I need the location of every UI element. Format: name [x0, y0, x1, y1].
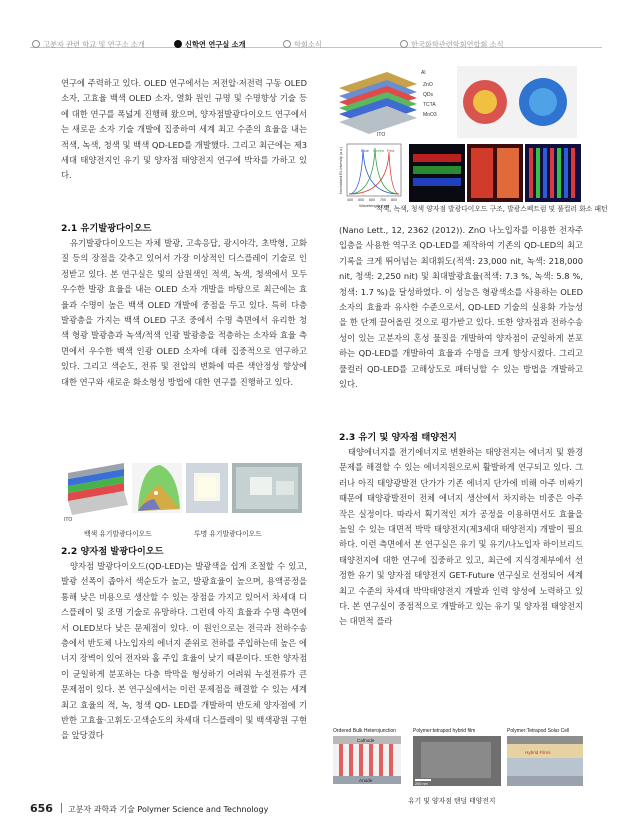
nav-label: 학회소식 — [294, 40, 322, 49]
qdled-results-paragraph: (Nano Lett., 12, 2362 (2012)). ZnO 나노입자를 이용한 전자주입층을 사용한 역구조 QD-LED를 제작하여 기존의 QD-LED의 최고 기록을 크게 뛰어넘는 최대휘도(적색: 23,000 nit, 녹색: 218,000 nit, 청색: 2,250 nit) 및 최대발광효율(적색: 7.3 %, 녹색: 5.8 %, 청색: 1.7 %)을 달성하였다. 이 성능은 형광색소를 사용하는 OLED 소자의 효율과 유사한 수준으로서, QD-LED 기술의 실용화 가능성을 한 단계 끌어올린 것으로 평가받고 있다. 또한 양자점과 전하수송성이 있는 고분자의 혼성 물질을 개발하여 양자점이 균일하게 분포하는 QD-LED를 개발하여 효율과 수명을 크게 향상시켰다. 그리고 풀컬러 QD-LED를 고해상도로 패터닝할 수 있는 방법을 개발하고 있다. — [339, 225, 583, 390]
section-2-3-title: 2.3 유기 및 양자점 태양전지 — [339, 432, 457, 443]
cie-diagram-image — [132, 463, 182, 513]
layer-label-zno: ZnO — [423, 82, 433, 88]
white-oled-stack-image — [64, 463, 128, 523]
fig3-title-solar-cell: Polymer:Tetrapod Solar Cell — [507, 728, 570, 734]
x-tick-400: 400 — [347, 198, 353, 202]
right-column-para1 — [339, 223, 583, 392]
nav-label: 신학연 연구실 소개 — [185, 40, 246, 49]
nav-dot-icon — [283, 40, 291, 48]
ordered-bhj-image — [333, 736, 401, 784]
oled-figure-caption-b: 투명 유기발광다이오드 — [194, 530, 262, 538]
page-number: 656 — [30, 802, 53, 815]
layer-label-moo3: MoO3 — [423, 112, 437, 118]
x-tick-500: 500 — [358, 198, 364, 202]
hybrid-film-image — [413, 736, 501, 786]
nav-item-school-institute[interactable] — [32, 40, 145, 50]
el-spectrum-plot — [339, 144, 401, 208]
intro-paragraph: 연구에 주력하고 있다. OLED 연구에서는 저전압·저전력 구동 OLED 소자, 고효율 백색 OLED 소자, 열화 원인 규명 및 수명향상 기술 등에 대한 연구를 폭넓게 진행해 왔으며, 양자점발광다이오드 연구에서는 새로운 소자 기술 개발에 집중하여 세계 최고 수준의 효율을 내는 적색, 녹색, 청색 및 백색 QD-LED를 개발했다. 그리고 최근에는 제3세대 태양전지인 유기 및 양자점 태양전지 연구에 박차를 가하고 있다. — [61, 78, 307, 181]
transparent-oled-image — [232, 463, 302, 513]
fig3-title-ordered-bhj: Ordered Bulk Heterojunction — [333, 728, 397, 734]
footer-divider — [61, 803, 62, 813]
legend-green: Green — [373, 148, 385, 153]
fig3-anode-label: Anode — [359, 778, 373, 783]
spectrum-y-label: Normalized EL Intensity (a.u.) — [339, 146, 343, 194]
tetrapod-solar-cell-image — [507, 736, 583, 786]
left-column-intro — [61, 76, 307, 184]
nav-dot-icon — [32, 40, 40, 48]
layer-label-tcta: TCTA — [423, 102, 436, 108]
oled-figure-caption-a: 백색 유기발광다이오드 — [84, 530, 152, 538]
pixel-pattern-images — [409, 144, 581, 202]
qdled-figure-caption: 적색, 녹색, 청색 양자점 발광다이오드 구조, 발광스펙트럼 및 풀컬러 화소 패턴 — [376, 205, 608, 213]
nav-item-federation-news[interactable] — [400, 40, 504, 50]
qdled-figure — [333, 62, 583, 210]
section-2-2-title: 2.2 양자점 발광다이오드 — [61, 546, 164, 557]
x-tick-700: 700 — [380, 198, 386, 202]
top-navigation — [0, 0, 622, 58]
fig3-title-hybrid-film: Polymer:tetrapod hybrid film — [413, 728, 476, 734]
qdled-stack-image — [339, 72, 417, 134]
layer-label-ito: ITO — [377, 132, 386, 138]
svg-text:ITO: ITO — [64, 517, 73, 523]
section-2-3-text: 태양에너지를 전기에너지로 변환하는 태양전지는 에너지 및 환경 문제를 해결할 수 있는 에너지원으로써 활발하게 연구되고 있다. 그러나 아직 태양광발전 단가가 기존 에너지 단가에 비해 아주 비싸기 때문에 태양광발전이 전체 에너지 생산에서 차지하는 비중은 아주 작은 실정이다. 따라서 획기적인 저가 공정을 이용하면서도 효율을 높일 수 있는 대면적 박막 태양전지(제3세대 태양전지) 개발이 필요하다. 이런 측면에서 본 연구실은 유기 및 유기/나노입자 하이브리드 태양전지에 대한 연구에 집중하고 있고, 최근에 지식경제부에서 선정한 유기 및 양자점 태양전지 GET-Future 연구실로 선정되어 세계 최고 수준의 차세대 박막태양전지 개발과 인력 양성에 노력하고 있다. 본 연구실이 중점적으로 개발하고 있는 유기 및 양자점 태양전지는 대면적 플라 — [339, 447, 583, 627]
page-footer — [30, 802, 268, 815]
layer-label-qds: QDs — [423, 92, 433, 98]
legend-red: Red — [387, 148, 395, 153]
nav-item-society-news[interactable] — [283, 40, 322, 50]
journal-name: 고분자 과학과 기술 Polymer Science and Technology — [67, 805, 269, 814]
nav-dot-icon — [174, 40, 182, 48]
nav-dot-icon — [400, 40, 408, 48]
oled-figure — [64, 461, 304, 525]
nav-label: 한국화학관련학회연합회 소식 — [411, 40, 504, 49]
spectrum-x-label: Wavelength (nm) — [359, 203, 390, 208]
x-tick-800: 800 — [391, 198, 397, 202]
oled-photo-image — [186, 463, 228, 513]
solar-cell-figure-caption: 유기 및 양자점 탠덤 태양전지 — [408, 797, 496, 805]
section-2-1-text: 유기발광다이오드는 자체 발광, 고속응답, 광시야각, 초박형, 고화질 등의 장점을 갖추고 있어서 가장 이상적인 디스플레이 기술로 인정받고 있다. 본 연구실은 빛의 삼원색인 적색, 녹색, 청색에서 모두 우수한 발광 효율을 내는 OLED 소자 개발을 바탕으로 최근에는 효율과 수명이 높은 백색 OLED 개발에 중점을 두고 있다. 특히 다층 발광층을 가지는 백색 OLED 구조 중에서 수명 측면에서 유리한 청색 형광 발광층과 녹색/적색 인광 발광층을 적층하는 소자와 효율 측면에서 우수한 백색 인광 OLED 소자에 대해 집중적으로 연구하고 있다. 그리고 색순도, 전류 및 전압의 변화에 따른 색안정성 향상에 대한 연구와 새로운 화소형성 방법에 대한 연구를 진행하고 있다. — [61, 238, 307, 387]
layer-label-al: Al — [421, 70, 426, 76]
solar-cell-figure — [331, 726, 585, 792]
section-2-1 — [61, 222, 307, 390]
section-2-3 — [339, 431, 583, 630]
nav-label: 고분자 관련 학교 및 연구소 소개 — [43, 40, 145, 49]
legend-blue: Blue — [361, 148, 370, 153]
nav-item-lab-intro[interactable] — [174, 40, 246, 50]
fig3-scale-label: 200 nm — [415, 782, 428, 786]
fig3-cathode-label: Cathode — [357, 738, 375, 743]
fig3-hybrid-label: Hybrid Films — [525, 750, 551, 755]
section-2-1-title: 2.1 유기발광다이오드 — [61, 223, 152, 234]
section-2-2 — [61, 545, 307, 744]
section-2-2-text: 양자점 발광다이오드(QD-LED)는 발광색을 쉽게 조절할 수 있고, 발광 선폭이 좁아서 색순도가 높고, 발광효율이 높으며, 용액공정을 통해 낮은 비용으로 생산할 수 있는 장점을 가지고 있어서 차세대 디스플레이 및 조명 기술로 유망하다. 그런데 아직 효율과 수명 측면에서 OLED보다 낮은 문제점이 있다. 이 원인으로는 전극과 전하수송층에서 반도체 나노입자의 에너지 준위로 전하를 주입하는데 높은 에너지 장벽이 있어 전자와 홀 주입 효율이 낮기 때문이다. 또한 양자점이 균일하게 분포하는 다층 박막을 형성하기 어려워 누설전류가 큰 문제점이 있다. 본 연구실에서는 이런 문제점을 해결할 수 있는 세계 최고 효율의 적, 녹, 청색 QD- LED를 개발하여 반도체 양자점에 기반한 고효율·고휘도·고색순도의 차세대 디스플레이 및 백색광원 구현을 앞당겼다 — [61, 561, 307, 741]
energy-diagram-image — [457, 66, 577, 138]
x-tick-600: 600 — [369, 198, 375, 202]
